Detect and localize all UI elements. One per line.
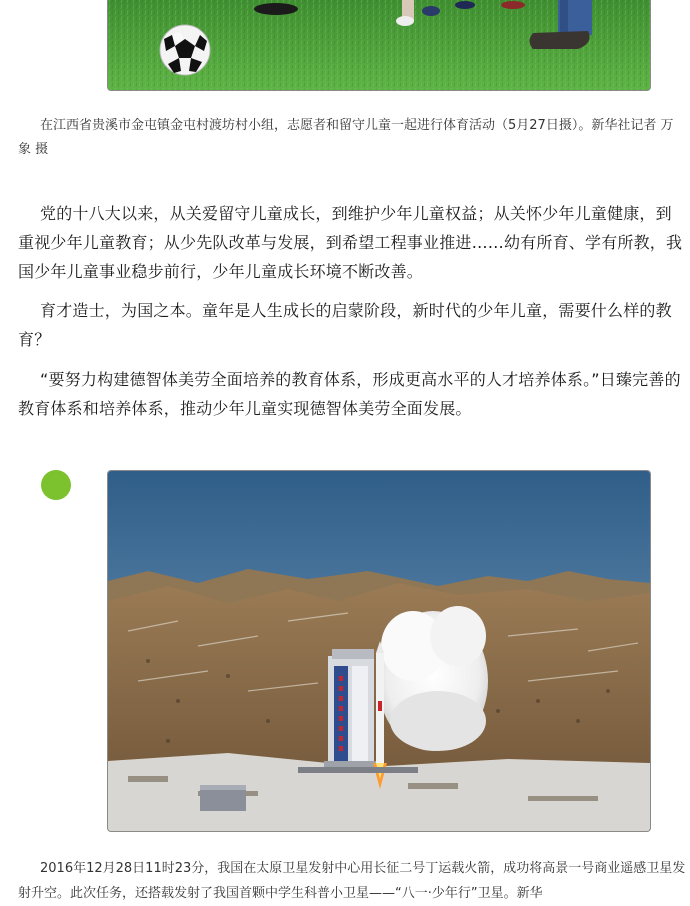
photo-football (107, 0, 651, 91)
paragraph-1: 党的十八大以来，从关爱留守儿童成长，到维护少年儿童权益；从关怀少年儿童健康，到重视少年儿童教育；从少先队改革与发展，到希望工程事业推进……幼有所育、学有所教，我国少年儿童事业稳步前行，少年儿童成长环境不断改善。 (18, 204, 683, 281)
paragraph-2: 育才造士，为国之本。童年是人生成长的启蒙阶段，新时代的少年儿童，需要什么样的教育？ (18, 301, 672, 349)
paragraph-3: “要努力构建德智体美劳全面培养的教育体系，形成更高水平的人才培养体系。”日臻完善的教育体系和培养体系，推动少年儿童实现德智体美劳全面发展。 (18, 370, 681, 418)
launch-photo-caption: 2016年12月28日11时23分，我国在太原卫星发射中心用长征二号丁运载火箭，成功将高景一号商业遥感卫星发射升空。此次任务，还搭载发射了我国首颗中学生科普小卫星——“八一·少年行”卫星。新华 (18, 861, 686, 901)
photo-rocket-launch (107, 470, 651, 832)
section-marker-dot (41, 470, 71, 500)
photo-caption: 在江西省贵溪市金屯镇金屯村渡坊村小组，志愿者和留守儿童一起进行体育活动（5月27日摄）。新华社记者 万象 摄 (18, 118, 674, 157)
